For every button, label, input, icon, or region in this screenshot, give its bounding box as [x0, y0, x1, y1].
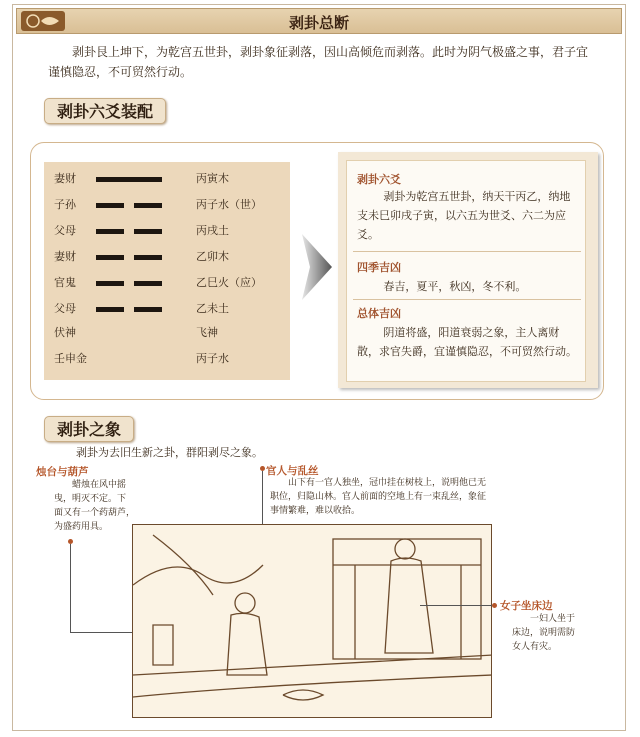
yin-line-right — [134, 255, 162, 260]
line-relation: 父母 — [54, 302, 76, 315]
yao-line — [96, 307, 162, 312]
section-heading-image: 剥卦之象 — [44, 416, 134, 442]
fushen-row — [44, 320, 290, 346]
yin-line-right — [134, 281, 162, 286]
line-relation: 官鬼 — [54, 276, 76, 289]
info-seasons-title: 四季吉凶 — [357, 261, 401, 274]
yin-line-left — [96, 281, 124, 286]
hexagram-panel — [44, 162, 290, 380]
section-heading-liuyao: 剥卦六爻装配 — [44, 98, 166, 124]
line-ganzhi: 乙未土 — [196, 302, 229, 315]
intro-paragraph: 剥卦艮上坤下，为乾宫五世卦，剥卦象征剥落，因山高倾危而剥落。此时为阴气极盛之事，君子宜谨慎隐忍，不可贸然行动。 — [48, 45, 589, 79]
callout-mid-title: 官人与乱丝 — [266, 465, 319, 477]
callout-line: 山下有一官人独坐，冠巾挂在树枝上，说明他已无 — [288, 478, 487, 488]
callout-dot — [492, 603, 497, 608]
yin-line-left — [96, 255, 124, 260]
info-panel — [338, 152, 598, 388]
header-bar — [16, 8, 622, 34]
info-overall-title: 总体吉凶 — [357, 307, 401, 320]
yao-line — [96, 203, 162, 208]
line-ganzhi: 丙寅木 — [196, 172, 229, 185]
hexagram-line-row — [44, 296, 290, 322]
line-ganzhi: 丙戌土 — [196, 224, 229, 237]
info-liuyao-text: 剥卦为乾宫五世卦，纳天干丙乙，纳地支未巳卯戌子寅，以六五为世爻、六二为应爻。 — [357, 190, 571, 241]
line-relation: 子孙 — [54, 198, 76, 211]
hexagram-line-row — [44, 270, 290, 296]
image-intro: 剥卦为去旧生新之卦，群阳剥尽之象。 — [76, 446, 263, 459]
yin-line-right — [134, 203, 162, 208]
fushen-label: 伏神 — [54, 326, 76, 339]
yin-line-left — [96, 307, 124, 312]
illustration-drawing — [133, 525, 492, 718]
woodcut-illustration — [132, 524, 492, 718]
yao-line — [96, 229, 162, 234]
yao-line — [96, 281, 162, 286]
yao-line — [96, 177, 162, 182]
page-title: 剥卦总断 — [288, 14, 349, 32]
callout-line: 女人有灾。 — [512, 642, 558, 652]
hidden-right: 丙子水 — [196, 352, 229, 365]
yin-line-left — [96, 229, 124, 234]
info-seasons-text: 春吉，夏平，秋凶，冬不利。 — [383, 280, 527, 293]
info-divider — [353, 299, 581, 300]
line-ganzhi: 丙子水（世） — [196, 198, 262, 211]
yin-line-right — [134, 307, 162, 312]
arrow-right-icon — [302, 234, 332, 300]
hexagram-line-row — [44, 166, 290, 192]
yin-line-left — [96, 203, 124, 208]
yang-line — [96, 177, 162, 182]
callout-leader — [70, 544, 71, 632]
callout-leader — [420, 605, 492, 606]
callout-mid-text — [270, 476, 610, 518]
callout-line: 职位，归隐山林。官人前面的空地上有一束乱丝，象征 — [270, 492, 487, 502]
callout-line: 面又有一个药葫芦， — [54, 508, 136, 518]
line-relation: 妻财 — [54, 250, 76, 263]
info-divider — [353, 251, 581, 252]
info-liuyao-title: 剥卦六爻 — [357, 173, 401, 186]
info-inner — [346, 160, 586, 382]
callout-line: 床边，说明需防 — [512, 628, 576, 638]
callout-line: 为盛药用具。 — [54, 522, 109, 532]
yao-line — [96, 255, 162, 260]
yin-line-right — [134, 229, 162, 234]
callout-line: 事情繁难，难以收拾。 — [270, 506, 361, 516]
line-ganzhi: 乙卯木 — [196, 250, 229, 263]
callout-line: 蜡烛在风中摇 — [72, 480, 127, 490]
line-relation: 父母 — [54, 224, 76, 237]
callout-left-title: 烛台与葫芦 — [36, 466, 89, 478]
info-overall-text: 阴道将盛，阳道衰弱之象，主人离财散，求官失爵，宜谨慎隐忍，不可贸然行动。 — [357, 326, 577, 358]
callout-line: 一妇人坐于 — [530, 614, 576, 624]
hexagram-line-row — [44, 192, 290, 218]
hidden-left: 壬申金 — [54, 352, 87, 365]
hexagram-line-row — [44, 218, 290, 244]
hexagram-line-row — [44, 244, 290, 270]
line-ganzhi: 乙巳火（应） — [196, 276, 262, 289]
callout-right-text — [512, 612, 612, 654]
callout-right-title: 女子坐床边 — [500, 600, 553, 612]
hidden-row — [44, 346, 290, 372]
feishen-label: 飞神 — [196, 326, 218, 339]
line-relation: 妻财 — [54, 172, 76, 185]
callout-line: 曳，明灭不定。下 — [54, 494, 127, 504]
